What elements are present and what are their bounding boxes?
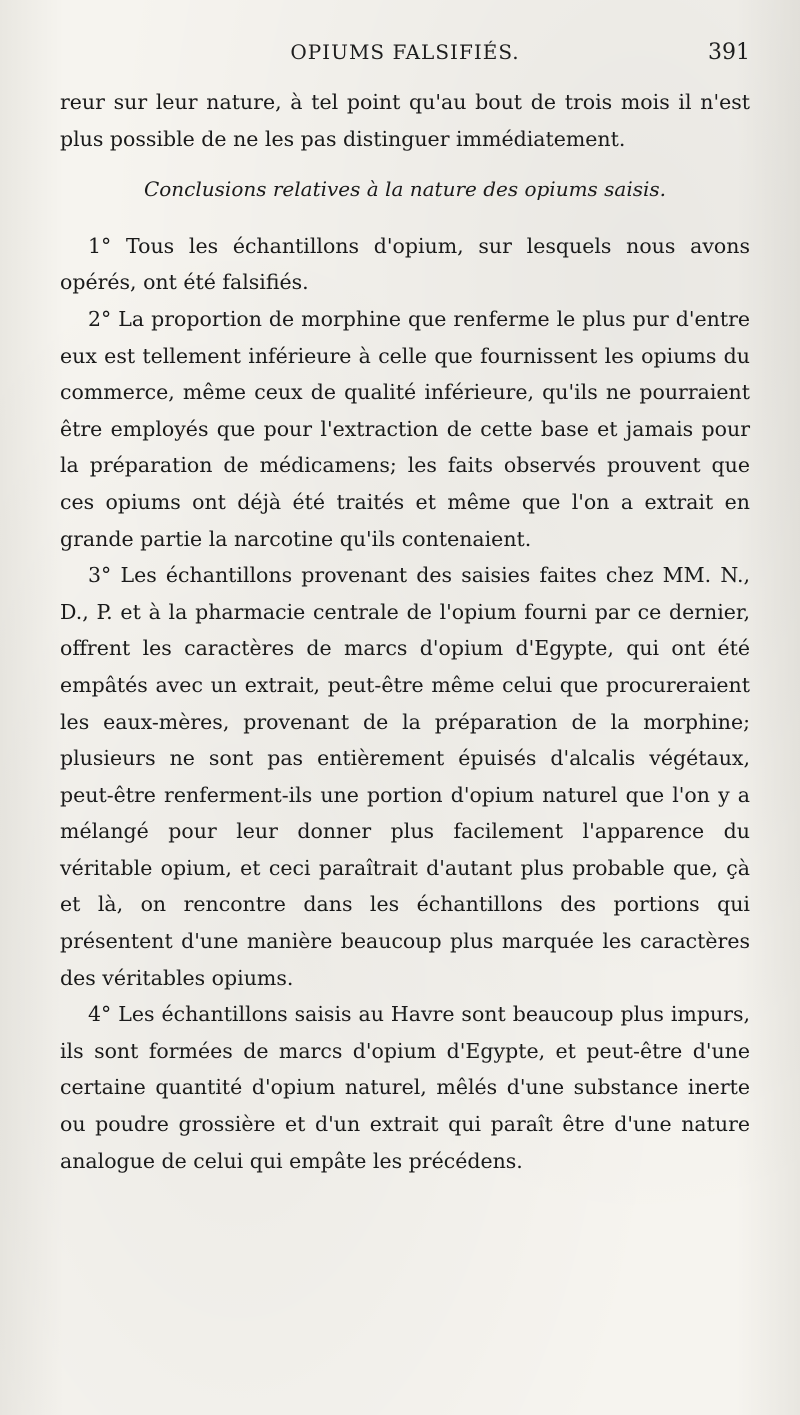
paragraph-conclusion-2: 2° La proportion de morphine que renferme le plus pur d'entre eux est tellement inférieure à celle que fournissent les opiums du commerce, même ceux de qualité inférieure, qu'ils ne pourraient être employés que pour l'extraction de cette base et jamais pour la préparation de médicamens; les faits observés prouvent que ces opiums ont déjà été traités et même que l'on a extrait en grande partie la narcotine qu'ils contenaient. — [60, 306, 750, 551]
section-heading: Conclusions relatives à la nature des opiums saisis. — [143, 177, 667, 202]
page-header — [60, 38, 750, 68]
paragraph-conclusion-3: 3° Les échantillons provenant des saisies faites chez MM. N., D., P. et à la pharmacie centrale de l'opium fourni par ce dernier, offrent les caractères de marcs d'opium d'Egypte, qui ont été empâtés avec un extrait, peut-être même celui que procureraient les eaux-mères, provenant de la préparation de la morphine; plusieurs ne sont pas entièrement épuisés d'alcalis végétaux, peut-être renferment-ils une portion d'opium naturel que l'on y a mélangé pour leur donner plus facilement l'apparence du véritable opium, et ceci paraîtrait d'autant plus probable que, çà et là, on rencontre dans les échantillons des portions qui présentent d'une manière beaucoup plus marquée les caractères des véritables opiums. — [60, 563, 750, 990]
paragraph-continuation: reur sur leur nature, à tel point qu'au bout de trois mois il n'est plus possible de ne les pas distinguer immédiatement. — [60, 90, 750, 151]
paragraph-conclusion-4: 4° Les échantillons saisis au Havre sont beaucoup plus impurs, ils sont formées de marcs d'opium d'Egypte, et peut-être d'une certaine quantité d'opium naturel, mêlés d'une substance inerte ou poudre grossière et d'un extrait qui paraît être d'une nature analogue de celui qui empâte les précédens. — [60, 1002, 750, 1173]
running-title: OPIUMS FALSIFIÉS. — [290, 40, 520, 64]
body-text — [60, 84, 750, 1179]
page-number: 391 — [708, 40, 750, 65]
paragraph-conclusion-1: 1° Tous les échantillons d'opium, sur lesquels nous avons opérés, ont été falsifiés. — [60, 233, 750, 295]
